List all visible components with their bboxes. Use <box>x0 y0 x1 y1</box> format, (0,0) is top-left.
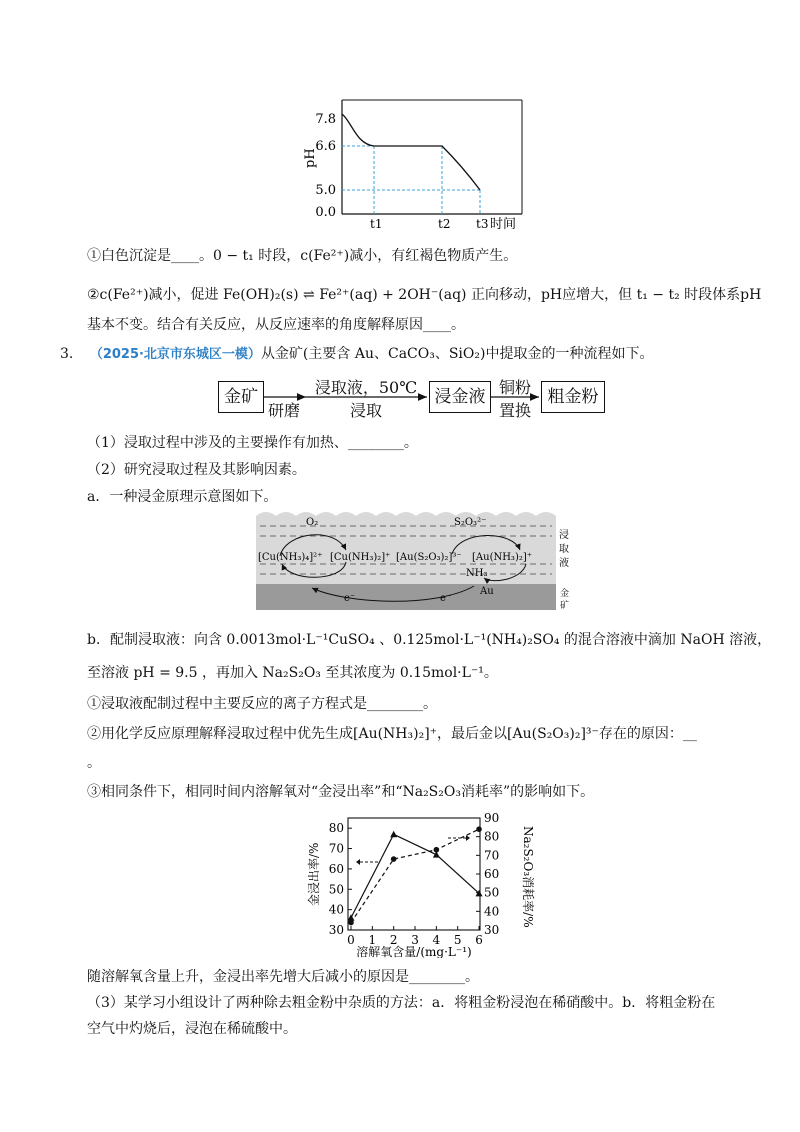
flow-label-replace: 置换 <box>498 401 531 420</box>
leaching-mechanism-diagram <box>256 508 572 612</box>
q3-sub2: ②用化学反应原理解释浸取过程中优先生成[Au(NH₃)₂]⁺，最后金以[Au(S₂O₃)₂]³⁻存在的原因：__ <box>87 726 697 742</box>
ph-ytick: 5.0 <box>315 183 336 198</box>
thiosulfate-consumption-point <box>434 847 440 853</box>
chart2-ytick-left: 40 <box>328 902 344 917</box>
flow-label-leach-cond: 浸取液，50℃ <box>314 378 418 397</box>
chart2-ylabel-right: Na₂S₂O₃消耗率/% <box>521 826 535 928</box>
chart2-xtick: 2 <box>389 933 398 947</box>
chart2-ytick-right: 90 <box>484 811 500 825</box>
q3-p3-line2: 空气中灼烧后，浸泡在稀硫酸中。 <box>87 1021 297 1037</box>
ph-ytick: 6.6 <box>315 139 336 154</box>
diagram-cu-complex-2: [Cu(NH₃)₂]⁺ <box>330 552 391 563</box>
chart2-ytick-left: 70 <box>328 841 344 856</box>
chart2-ytick-right: 60 <box>484 867 500 881</box>
solution-region <box>256 512 556 584</box>
chart2-ytick-right: 70 <box>484 848 500 863</box>
chart2-xtick: 0 <box>347 933 355 947</box>
chart2-xtick: 5 <box>453 933 462 947</box>
chart2-xtick: 6 <box>475 933 483 947</box>
series-gold-leaching-rate-line <box>351 834 479 917</box>
diagram-au: Au <box>480 586 494 597</box>
chart2-ytick-right: 30 <box>484 923 500 937</box>
chart2-xtick: 1 <box>368 933 377 947</box>
ph-xtick: t3 <box>476 217 489 231</box>
q2-line2: ②c(Fe²⁺)减小，促进 Fe(OH)₂(s) ⇌ Fe²⁺(aq) + 2OH⁻(aq) 正向移动，pH应增大，但 t₁ − t₂ 时段体系pH <box>87 287 762 303</box>
gold-leaching-point <box>390 831 397 838</box>
ph-xlabel: 时间 <box>490 217 517 232</box>
diagram-solution-label: 浸 取 液 <box>559 530 569 569</box>
ph-xtick: t2 <box>438 217 451 231</box>
diagram-nh3: NH₃ <box>466 568 488 579</box>
diagram-electron-2: e⁻ <box>440 593 452 604</box>
q3-sub4: 随溶解氧含量上升，金浸出率先增大后减小的原因是________。 <box>87 969 479 985</box>
flow-label-grind: 研磨 <box>267 401 300 420</box>
chart2-ytick-left: 60 <box>328 861 344 876</box>
flow-label-copper: 铜粉 <box>498 378 531 397</box>
ph-ytick: 7.8 <box>315 112 336 127</box>
chart2-xtick: 3 <box>411 933 419 947</box>
q3-p1: （1）浸取过程中涉及的主要操作有加热、________。 <box>87 435 418 451</box>
q2-line3: 基本不变。结合有关反应，从反应速率的角度解释原因____。 <box>87 317 465 333</box>
q3-pb-line1: b．配制浸取液：向含 0.0013mol·L⁻¹CuSO₄ 、0.125mol·L⁻¹(NH₄)₂SO₄ 的混合溶液中滴加 NaOH 溶液， <box>87 632 772 648</box>
diagram-ore-label: 金 矿 <box>560 589 570 611</box>
diagram-electron-1: e⁻ <box>344 593 356 604</box>
q3-pa: a．一种浸金原理示意图如下。 <box>87 489 278 505</box>
question-stem: 从金矿(主要含 Au、CaCO₃、SiO₂)中提取金的一种流程如下。 <box>260 346 654 362</box>
q3-sub3: ③相同条件下，相同时间内溶解氧对“金浸出率”和“Na₂S₂O₃消耗率”的影响如下。 <box>87 784 595 800</box>
ph-xtick: t1 <box>370 217 383 231</box>
diagram-cu-complex-1: [Cu(NH₃)₄]²⁺ <box>258 552 323 563</box>
ore-region <box>256 584 556 610</box>
q2-line1: ①白色沉淀是____。0 − t₁ 时段，c(Fe²⁺)减小，有红褐色物质产生。 <box>87 248 518 264</box>
q3-sub2-end: 。 <box>87 755 101 771</box>
chart2-ytick-left: 50 <box>328 882 344 897</box>
ph-ylabel: pH <box>303 148 318 168</box>
flow-box-leachate: 浸金液 <box>429 381 491 413</box>
question-source: （2025·北京市东城区一模） <box>89 347 261 362</box>
chart2-xtick: 4 <box>432 933 441 947</box>
chart2-ytick-right: 80 <box>484 829 500 844</box>
chart2-ylabel-left: 金浸出率/% <box>307 842 321 906</box>
diagram-au-complex-1: [Au(S₂O₃)₂]³⁻ <box>396 552 462 563</box>
flow-arrows <box>0 0 800 430</box>
diagram-o2: O₂ <box>306 517 319 528</box>
q3-p3-line1: （3）某学习小组设计了两种除去粗金粉中杂质的方法：a．将粗金粉浸泡在稀硝酸中。b．将粗金粉在 <box>87 995 716 1011</box>
thiosulfate-consumption-point <box>476 826 482 832</box>
chart2-xlabel: 溶解氧含量/(mg·L⁻¹) <box>356 945 472 958</box>
q3-pb-line2: 至溶液 pH = 9.5 ，再加入 Na₂S₂O₃ 至其浓度为 0.15mol·L⁻¹。 <box>87 665 498 681</box>
diagram-s2o3: S₂O₃²⁻ <box>454 517 487 528</box>
chart2-ytick-left: 30 <box>328 923 344 937</box>
thiosulfate-consumption-point <box>391 856 397 862</box>
dissolved-oxygen-chart <box>300 810 540 958</box>
flow-box-ore: 金矿 <box>218 381 264 413</box>
diagram-au-complex-2: [Au(NH₃)₂]⁺ <box>472 552 533 563</box>
question-number: 3. <box>60 346 74 362</box>
flow-label-leach: 浸取 <box>349 401 382 420</box>
chart2-ytick-right: 40 <box>484 904 500 919</box>
chart2-ytick-left: 80 <box>328 821 344 836</box>
flow-box-crude-gold: 粗金粉 <box>541 381 605 413</box>
q3-p2: （2）研究浸取过程及其影响因素。 <box>87 462 306 478</box>
thiosulfate-consumption-point <box>348 920 354 926</box>
chart2-ytick-right: 50 <box>484 885 500 900</box>
q3-sub1: ①浸取液配制过程中主要反应的离子方程式是________。 <box>87 696 437 712</box>
ph-ytick: 0.0 <box>315 205 336 220</box>
